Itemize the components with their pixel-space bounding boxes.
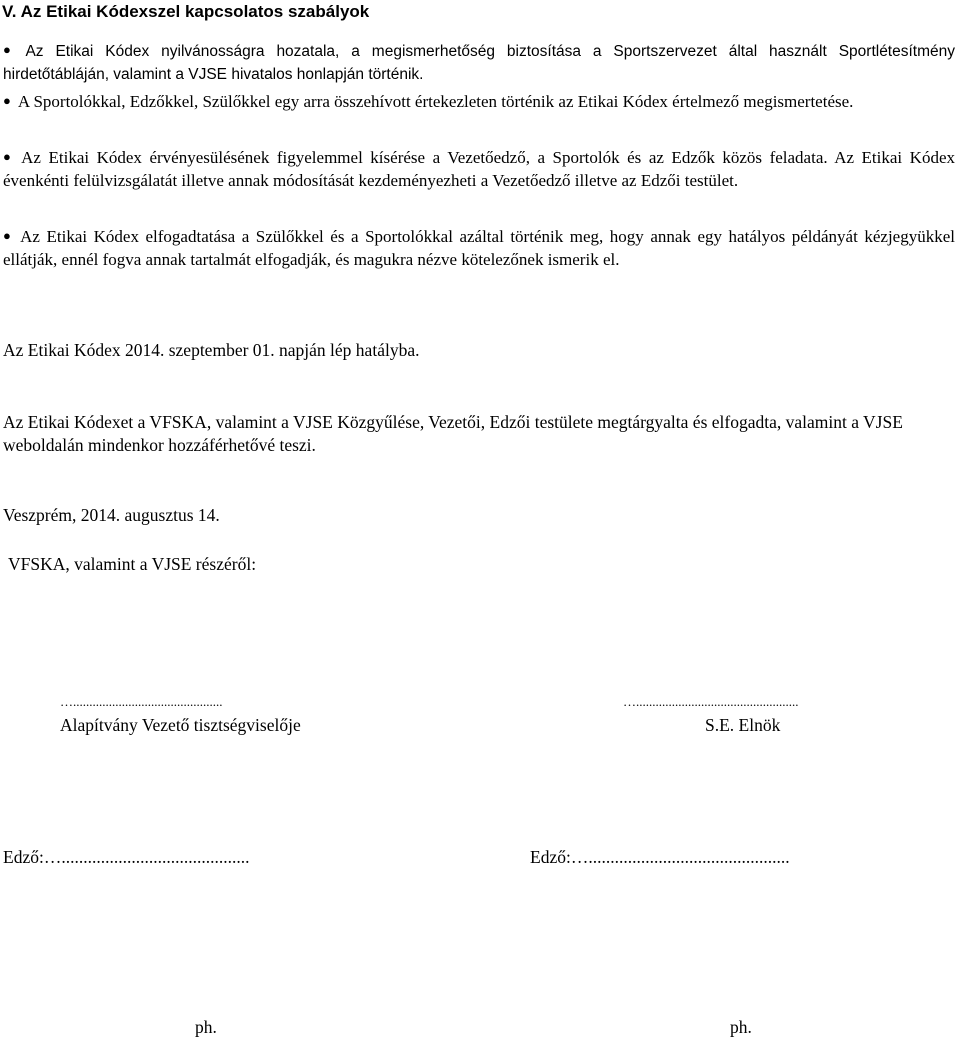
place-date: Veszprém, 2014. augusztus 14.: [3, 505, 220, 525]
bullet-icon: ●: [3, 42, 19, 57]
stamp-place-left: ph.: [195, 1017, 217, 1037]
bullet-text: Az Etikai Kódex elfogadtatása a Szülőkkel és a Sportolókkal azáltal történik meg, hogy annak egy hatályos példányát kézjegyükkel ellátják, ennél fogva annak tartalmát elfogadják, és magukra nézve kötelezőnek ismerik el.: [3, 227, 955, 269]
bullet-text: A Sportolókkal, Edzőkkel, Szülőkkel egy arra összehívott értekezleten történik az Etikai Kódex értelmező megismertetése.: [17, 92, 854, 111]
bullet-icon: ●: [3, 93, 11, 108]
signature-line-left: …..............................................: [60, 694, 223, 709]
bullet-icon: ●: [3, 228, 14, 243]
signature-title-right: S.E. Elnök: [705, 715, 781, 735]
section-title: V. Az Etikai Kódexszel kapcsolatos szabályok: [2, 2, 370, 21]
coach-signature-right: Edző:…..............................................: [530, 847, 790, 867]
bullet-item-acceptance: [3, 224, 955, 271]
behalf-label: VFSKA, valamint a VJSE részéről:: [8, 554, 257, 574]
signature-line-right: …..................................................: [623, 694, 799, 709]
adoption-text: Az Etikai Kódexet a VFSKA, valamint a VJSE Közgyűlése, Vezetői, Edzői testülete megtárgyalta és elfogadta, valamint a VJSE weboldalán mindenkor hozzáférhetővé teszi.: [3, 412, 903, 455]
bullet-item-meeting: [3, 89, 955, 113]
bullet-text: Az Etikai Kódex érvényesülésének figyelemmel kísérése a Vezetőedző, a Sportolók és az Edzők közös feladata. Az Etikai Kódex évenkénti felülvizsgálatát illetve annak módosítását kezdeményezheti a Vezetőedző illetve az Edzői testület.: [3, 148, 955, 190]
bullet-item-publication: [3, 38, 955, 86]
signature-title-left: Alapítvány Vezető tisztségviselője: [60, 715, 301, 735]
bullet-item-monitoring: [3, 145, 955, 192]
bullet-icon: ●: [3, 149, 15, 164]
effective-date: Az Etikai Kódex 2014. szeptember 01. napján lép hatályba.: [3, 340, 420, 360]
stamp-place-right: ph.: [730, 1017, 752, 1037]
bullet-text: Az Etikai Kódex nyilvánosságra hozatala, a megismerhetőség biztosítása a Sportszervezet által használt Sportlétesítmény hirdetőtábláján, valamint a VJSE hivatalos honlapján történik.: [3, 43, 956, 83]
coach-signature-left: Edző:…...........................................: [3, 847, 250, 867]
